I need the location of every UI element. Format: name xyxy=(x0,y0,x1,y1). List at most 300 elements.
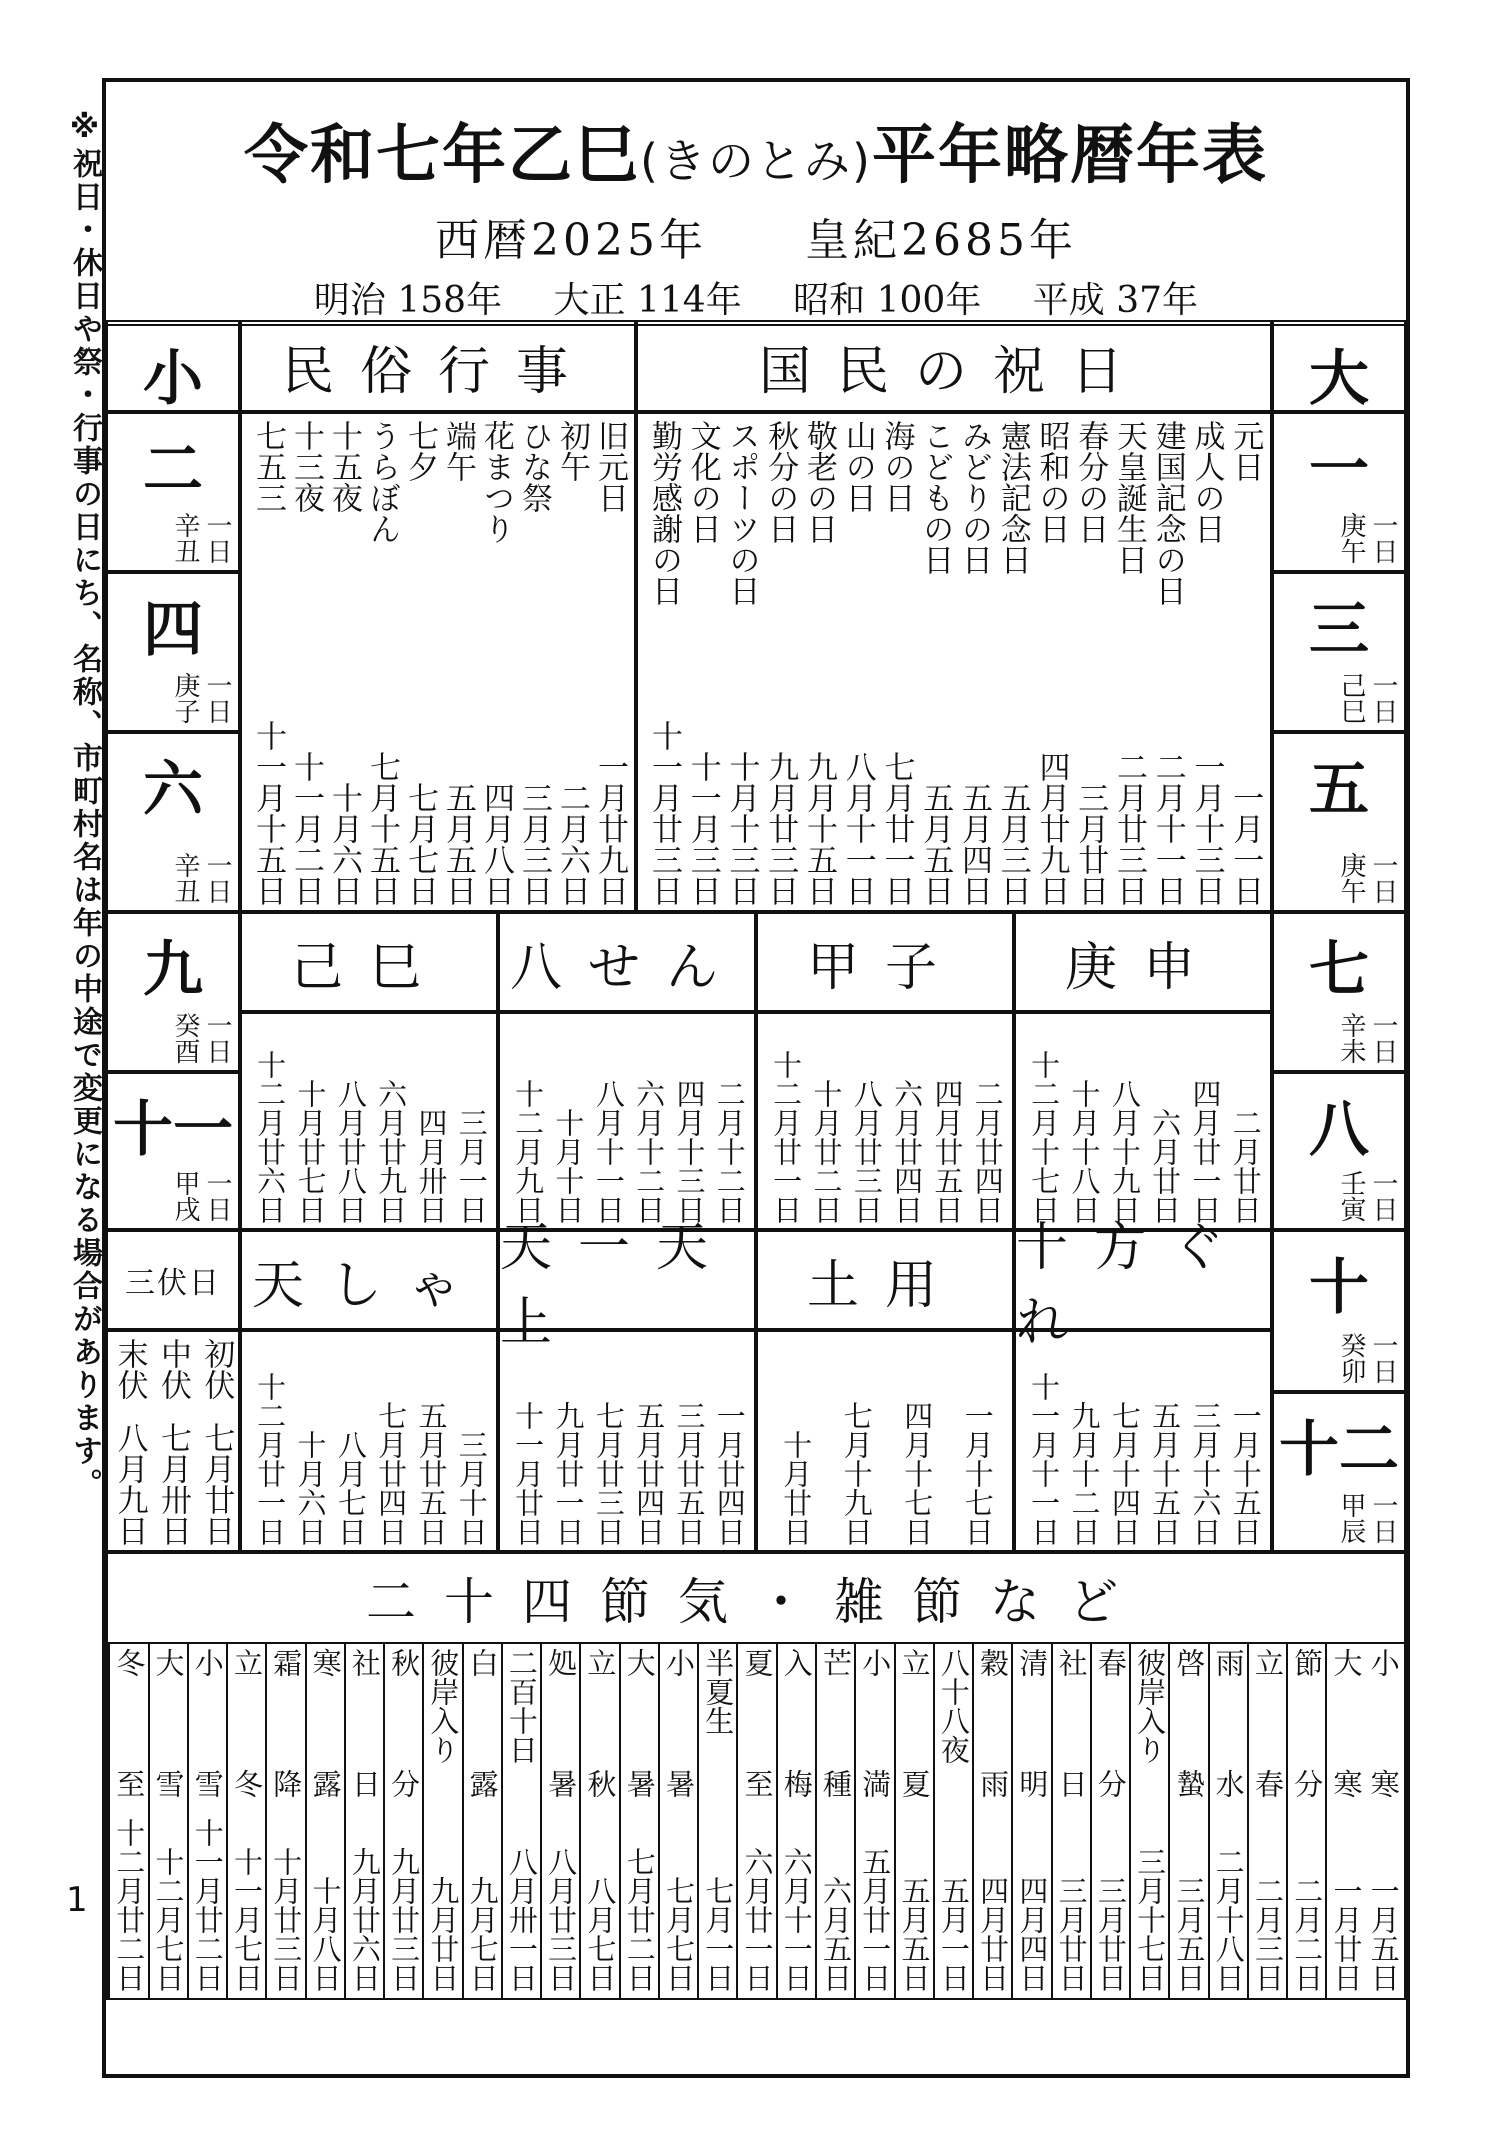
sekki-item-29 xyxy=(226,1642,265,1998)
month-left-4-info-0: 一日 xyxy=(202,1012,232,1064)
block2-1-item-5 xyxy=(507,1014,545,1228)
shukujitsu-date-5: 四月廿九日 xyxy=(1033,751,1070,906)
shukujitsu-name-9: 海の日 xyxy=(878,420,915,513)
block2-2-date-5: 十二月廿一日 xyxy=(769,1050,804,1224)
shukujitsu-name-10: 山の日 xyxy=(839,420,876,513)
sekki-grid xyxy=(108,1642,1404,1998)
block2-3-item-1 xyxy=(1184,1014,1222,1228)
minzoku-item-2 xyxy=(514,414,552,910)
block3-2-item-3 xyxy=(775,1332,813,1550)
block2-1-date-1: 四月十三日 xyxy=(672,1079,707,1224)
month-right-1-info-0: 一日 xyxy=(1368,512,1398,564)
sekki-item-7 xyxy=(1090,1642,1129,1998)
calendar-frame xyxy=(102,78,1410,2078)
month-right-5 xyxy=(1272,1072,1406,1230)
sanpuku-date-2: 八月九日 xyxy=(111,1422,148,1546)
block2-0-title: 己巳 xyxy=(240,912,498,1012)
block3-1-date-3: 七月廿三日 xyxy=(591,1401,626,1546)
block3-1-date-5: 十一月廿日 xyxy=(511,1401,546,1546)
month-left-2-info-1: 庚子 xyxy=(170,672,200,724)
sekki-item-22 xyxy=(501,1642,540,1998)
shukujitsu-date-10: 八月十一日 xyxy=(839,751,876,906)
sekki-date-29: 十一月七日 xyxy=(230,1847,265,1992)
sekki-item-28 xyxy=(265,1642,304,1998)
month-left-3-info-0: 一日 xyxy=(202,852,232,904)
month-right-5-info-1: 壬寅 xyxy=(1336,1170,1366,1222)
month-left-4-label: 九 xyxy=(143,935,203,1005)
sekki-item-1 xyxy=(1325,1642,1364,1998)
sekki-item-25 xyxy=(383,1642,422,1998)
era-taisho: 大正 114年 xyxy=(553,280,742,321)
month-right-4-info xyxy=(1336,1012,1398,1064)
sekki-item-26 xyxy=(344,1642,383,1998)
year-line xyxy=(106,204,1406,268)
sekki-date-20: 八月七日 xyxy=(583,1876,618,1992)
shukujitsu-date-14: 十一月三日 xyxy=(684,751,721,906)
sanpuku-name-1: 中伏 xyxy=(154,1338,191,1400)
minzoku-grid xyxy=(240,412,636,912)
month-left-3-info xyxy=(170,852,232,904)
sekki-date-17: 七月一日 xyxy=(701,1876,736,1992)
month-right-5-info-0: 一日 xyxy=(1368,1170,1398,1222)
era-line xyxy=(106,272,1406,323)
month-right-1-label: 一 xyxy=(1309,435,1369,505)
month-left-2 xyxy=(106,572,240,732)
month-left-3-label: 六 xyxy=(143,755,203,825)
block3-3-grid xyxy=(1014,1330,1272,1552)
block3-2-grid xyxy=(756,1330,1014,1552)
minzoku-date-3: 四月八日 xyxy=(478,782,514,906)
block3-1-date-2: 五月廿四日 xyxy=(632,1401,667,1546)
shukujitsu-date-2: 二月十一日 xyxy=(1149,751,1186,906)
block2-2-grid xyxy=(756,1012,1014,1230)
block3-1-item-0 xyxy=(709,1332,747,1550)
block3-1-item-5 xyxy=(507,1332,545,1550)
month-right-2-info-0: 一日 xyxy=(1368,672,1398,724)
block2-0-item-2 xyxy=(370,1014,408,1228)
block3-2-item-1 xyxy=(896,1332,934,1550)
shukujitsu-name-1: 成人の日 xyxy=(1188,420,1225,544)
block3-0-grid xyxy=(240,1330,498,1552)
shukujitsu-item-5 xyxy=(1032,414,1071,910)
block3-3-item-3 xyxy=(1104,1332,1142,1550)
minzoku-name-1: 初午 xyxy=(554,420,590,482)
sekki-date-3: 二月三日 xyxy=(1250,1876,1285,1992)
sekki-name-27: 寒露 xyxy=(308,1648,343,1798)
month-left-5-info-0: 一日 xyxy=(202,1170,232,1222)
block2-0-grid xyxy=(240,1012,498,1230)
shukujitsu-name-4: 春分の日 xyxy=(1072,420,1109,544)
shukujitsu-date-4: 三月廿日 xyxy=(1072,782,1109,906)
sekki-name-0: 小寒 xyxy=(1366,1648,1401,1798)
sekki-date-12: 五月五日 xyxy=(897,1876,932,1992)
block2-0-item-0 xyxy=(451,1014,489,1228)
block2-2-date-0: 二月廿四日 xyxy=(970,1079,1005,1224)
sekki-date-19: 七月廿二日 xyxy=(622,1847,657,1992)
block3-2-date-2: 七月十九日 xyxy=(839,1401,874,1546)
minzoku-name-7: 十五夜 xyxy=(326,420,362,513)
month-right-4-info-0: 一日 xyxy=(1368,1012,1398,1064)
sekki-item-0 xyxy=(1365,1642,1404,1998)
block2-0-item-1 xyxy=(410,1014,448,1228)
sekki-name-12: 立夏 xyxy=(897,1648,932,1798)
sekki-name-31: 大雪 xyxy=(151,1648,186,1798)
sekki-name-22: 二百十日 xyxy=(504,1648,539,1764)
month-right-5-info xyxy=(1336,1170,1398,1222)
shukujitsu-item-6 xyxy=(993,414,1032,910)
month-right-7-info-1: 甲辰 xyxy=(1336,1492,1366,1544)
block2-3-date-2: 六月廿日 xyxy=(1148,1108,1183,1224)
block3-1-date-4: 九月廿一日 xyxy=(551,1401,586,1546)
shukujitsu-name-2: 建国記念の日 xyxy=(1149,420,1186,606)
block2-1-date-0: 二月十二日 xyxy=(712,1079,747,1224)
title-main: 令和七年乙巳 xyxy=(244,119,641,193)
sekki-name-6: 彼岸入り xyxy=(1133,1648,1168,1764)
block3-1-item-3 xyxy=(588,1332,626,1550)
month-left-4-info xyxy=(170,1012,232,1064)
block2-0-item-5 xyxy=(249,1014,287,1228)
sekki-item-24 xyxy=(422,1642,461,1998)
sanpuku-item-2 xyxy=(110,1332,150,1550)
block2-1-date-2: 六月十二日 xyxy=(632,1079,667,1224)
month-right-6-info xyxy=(1336,1332,1398,1384)
block3-0-item-4 xyxy=(289,1332,327,1550)
block2-1-item-1 xyxy=(668,1014,706,1228)
month-right-1-info xyxy=(1336,512,1398,564)
minzoku-name-3: 花まつり xyxy=(478,420,514,544)
era-meiji: 明治 158年 xyxy=(313,280,503,321)
block2-0-date-4: 十月廿七日 xyxy=(293,1079,328,1224)
block2-2-item-0 xyxy=(967,1014,1005,1228)
month-right-3-label: 五 xyxy=(1309,755,1369,825)
block3-3-date-5: 十一月十一日 xyxy=(1027,1372,1062,1546)
block3-1-date-1: 三月廿五日 xyxy=(672,1401,707,1546)
minzoku-date-1: 二月六日 xyxy=(554,782,590,906)
sekki-name-14: 芒種 xyxy=(819,1648,854,1798)
sekki-date-23: 九月七日 xyxy=(465,1876,500,1992)
block3-3-date-1: 三月十六日 xyxy=(1188,1401,1223,1546)
sekki-name-30: 小雪 xyxy=(190,1648,225,1798)
sekki-name-24: 彼岸入り xyxy=(426,1648,461,1764)
sekki-date-30: 十一月廿二日 xyxy=(190,1818,225,1992)
sekki-name-15: 入梅 xyxy=(779,1648,814,1798)
shukujitsu-item-9 xyxy=(877,414,916,910)
block2-2-date-3: 八月廿三日 xyxy=(849,1079,884,1224)
block3-3-title: 十方ぐれ xyxy=(1014,1230,1272,1330)
sekki-item-2 xyxy=(1286,1642,1325,1998)
block2-2-item-3 xyxy=(846,1014,884,1228)
month-right-7 xyxy=(1272,1392,1406,1552)
block3-0-item-0 xyxy=(451,1332,489,1550)
block3-0-item-3 xyxy=(330,1332,368,1550)
minzoku-item-7 xyxy=(324,414,362,910)
minzoku-date-9: 十一月十五日 xyxy=(250,720,286,906)
block3-2-date-0: 一月十七日 xyxy=(960,1401,995,1546)
shukujitsu-title: 国民の祝日 xyxy=(636,320,1272,412)
sekki-name-5: 啓蟄 xyxy=(1172,1648,1207,1798)
block3-3-item-4 xyxy=(1063,1332,1101,1550)
block2-1-item-0 xyxy=(709,1014,747,1228)
sanpuku-title: 三伏日 xyxy=(106,1230,240,1330)
block3-0-item-1 xyxy=(410,1332,448,1550)
sekki-date-11: 五月一日 xyxy=(936,1876,971,1992)
month-left-1 xyxy=(106,412,240,572)
shukujitsu-name-15: 勤労感謝の日 xyxy=(646,420,682,606)
sekki-item-20 xyxy=(579,1642,618,1998)
block3-0-date-0: 三月十日 xyxy=(454,1430,489,1546)
sekki-date-6: 三月十七日 xyxy=(1133,1847,1168,1992)
sekki-item-32 xyxy=(108,1642,147,1998)
kouki: 皇紀2685年 xyxy=(805,215,1077,266)
side-note: ※祝日・休日や祭・行事の日にち、名称、市町村名は年の中途で変更になる場合があります。 xyxy=(67,110,102,1501)
block3-3-item-2 xyxy=(1144,1332,1182,1550)
sekki-date-18: 七月七日 xyxy=(661,1876,696,1992)
month-right-4-info-1: 辛未 xyxy=(1336,1012,1366,1064)
shukujitsu-item-8 xyxy=(915,414,954,910)
month-right-0-label: 大 xyxy=(1309,344,1369,414)
month-left-4 xyxy=(106,912,240,1072)
month-left-5-label: 十一 xyxy=(113,1095,233,1165)
block3-2-date-3: 十月廿日 xyxy=(779,1430,814,1546)
month-right-2-label: 三 xyxy=(1309,595,1369,665)
sekki-title: 二十四節気・雑節など xyxy=(108,1554,1404,1644)
shukujitsu-date-0: 一月一日 xyxy=(1227,782,1264,906)
sekki-date-15: 六月十一日 xyxy=(779,1847,814,1992)
minzoku-name-6: うらぼん xyxy=(364,420,400,544)
sekki-item-6 xyxy=(1129,1642,1168,1998)
month-right-6 xyxy=(1272,1230,1406,1392)
sekki-item-23 xyxy=(462,1642,501,1998)
block2-0-item-4 xyxy=(289,1014,327,1228)
sekki-item-15 xyxy=(776,1642,815,1998)
sekki-item-8 xyxy=(1051,1642,1090,1998)
shukujitsu-name-0: 元日 xyxy=(1227,420,1264,482)
block3-0-item-5 xyxy=(249,1332,287,1550)
sekki-date-27: 十月八日 xyxy=(308,1876,343,1992)
minzoku-date-6: 七月十五日 xyxy=(364,751,400,906)
month-left-4-info-1: 癸酉 xyxy=(170,1012,200,1064)
block3-2-item-2 xyxy=(836,1332,874,1550)
month-left-0-label: 小 xyxy=(143,344,203,414)
block2-2-date-4: 十月廿二日 xyxy=(809,1079,844,1224)
shukujitsu-date-8: 五月五日 xyxy=(917,782,954,906)
sekki-date-7: 三月廿日 xyxy=(1093,1876,1128,1992)
block2-3-item-4 xyxy=(1063,1014,1101,1228)
month-left-2-info xyxy=(170,672,232,724)
sekki-date-8: 三月廿日 xyxy=(1054,1876,1089,1992)
minzoku-date-4: 五月五日 xyxy=(440,782,476,906)
sekki-name-2: 節分 xyxy=(1290,1648,1325,1798)
minzoku-item-4 xyxy=(438,414,476,910)
sekki-name-29: 立冬 xyxy=(230,1648,265,1798)
shukujitsu-name-7: みどりの日 xyxy=(956,420,992,575)
sekki-date-14: 六月五日 xyxy=(819,1876,854,1992)
month-left-0 xyxy=(106,320,240,412)
minzoku-date-8: 十一月二日 xyxy=(288,751,324,906)
shukujitsu-name-6: 憲法記念日 xyxy=(994,420,1031,575)
shukujitsu-name-12: 秋分の日 xyxy=(762,420,799,544)
shukujitsu-name-14: 文化の日 xyxy=(684,420,721,544)
sekki-item-14 xyxy=(815,1642,854,1998)
block2-1-title: 八せん xyxy=(498,912,756,1012)
block3-3-date-4: 九月十二日 xyxy=(1067,1401,1102,1546)
shukujitsu-item-10 xyxy=(838,414,877,910)
sekki-date-13: 五月廿一日 xyxy=(858,1847,893,1992)
block2-3-date-3: 八月十九日 xyxy=(1107,1079,1142,1224)
block2-2-item-5 xyxy=(765,1014,803,1228)
shukujitsu-item-4 xyxy=(1070,414,1109,910)
block2-3-item-2 xyxy=(1144,1014,1182,1228)
block3-3-date-0: 一月十五日 xyxy=(1228,1401,1263,1546)
block2-3-date-4: 十月十八日 xyxy=(1067,1079,1102,1224)
minzoku-date-5: 七月七日 xyxy=(402,782,438,906)
month-right-1 xyxy=(1272,412,1406,572)
shukujitsu-item-1 xyxy=(1187,414,1226,910)
sekki-item-19 xyxy=(619,1642,658,1998)
block2-0-date-3: 八月廿八日 xyxy=(333,1079,368,1224)
minzoku-name-2: ひな祭 xyxy=(516,420,552,513)
block2-3-date-1: 四月廿一日 xyxy=(1188,1079,1223,1224)
sekki-date-26: 九月廿六日 xyxy=(347,1847,382,1992)
seireki: 西暦2025年 xyxy=(435,215,707,266)
shukujitsu-item-2 xyxy=(1148,414,1187,910)
sekki-name-1: 大寒 xyxy=(1329,1648,1364,1798)
shukujitsu-date-13: 十月十三日 xyxy=(723,751,760,906)
minzoku-name-0: 旧元日 xyxy=(592,420,628,513)
sekki-name-19: 大暑 xyxy=(622,1648,657,1798)
block2-2-item-2 xyxy=(886,1014,924,1228)
block3-3-item-5 xyxy=(1023,1332,1061,1550)
month-right-4-label: 七 xyxy=(1309,935,1369,1005)
month-left-5-info xyxy=(170,1170,232,1222)
month-right-0 xyxy=(1272,320,1406,412)
block3-0-date-2: 七月廿四日 xyxy=(374,1401,409,1546)
block2-1-date-4: 十月十日 xyxy=(551,1108,586,1224)
sekki-item-17 xyxy=(697,1642,736,1998)
minzoku-item-3 xyxy=(476,414,514,910)
month-right-4 xyxy=(1272,912,1406,1072)
sekki-item-9 xyxy=(1011,1642,1050,1998)
sanpuku-grid xyxy=(106,1330,240,1552)
block3-2-item-0 xyxy=(957,1332,995,1550)
block2-3-item-5 xyxy=(1023,1014,1061,1228)
sekki-date-2: 二月二日 xyxy=(1290,1876,1325,1992)
sekki-date-16: 六月廿一日 xyxy=(740,1847,775,1992)
minzoku-date-2: 三月三日 xyxy=(516,782,552,906)
month-left-5-info-1: 甲戌 xyxy=(170,1170,200,1222)
sekki-item-10 xyxy=(972,1642,1011,1998)
sekki-name-25: 秋分 xyxy=(387,1648,422,1798)
sekki-date-25: 九月廿三日 xyxy=(387,1847,422,1992)
era-showa: 昭和 100年 xyxy=(793,280,982,321)
minzoku-item-9 xyxy=(248,414,286,910)
minzoku-title: 民俗行事 xyxy=(240,320,636,412)
page-title xyxy=(106,104,1406,196)
shukujitsu-date-3: 二月廿三日 xyxy=(1111,751,1147,906)
month-left-5 xyxy=(106,1072,240,1230)
month-left-1-label: 二 xyxy=(143,435,203,505)
month-right-7-info xyxy=(1336,1492,1398,1544)
block2-2-item-1 xyxy=(926,1014,964,1228)
sekki-date-22: 八月卅一日 xyxy=(504,1847,539,1992)
block3-1-title: 天一天上 xyxy=(498,1230,756,1330)
sekki-name-9: 清明 xyxy=(1015,1648,1050,1798)
block2-3-item-0 xyxy=(1225,1014,1263,1228)
sekki-name-11: 八十八夜 xyxy=(936,1648,971,1764)
block2-1-grid xyxy=(498,1012,756,1230)
shukujitsu-date-15: 十一月廿三日 xyxy=(646,720,682,906)
sekki-item-21 xyxy=(540,1642,579,1998)
sekki-name-3: 立春 xyxy=(1250,1648,1285,1798)
block3-3-date-2: 五月十五日 xyxy=(1148,1401,1183,1546)
block2-0-date-1: 四月卅日 xyxy=(414,1108,449,1224)
block3-1-date-0: 一月廿四日 xyxy=(712,1401,747,1546)
shukujitsu-date-12: 九月廿三日 xyxy=(762,751,799,906)
shukujitsu-item-15 xyxy=(644,414,683,910)
month-left-3-info-1: 辛丑 xyxy=(170,852,200,904)
month-right-6-label: 十 xyxy=(1309,1253,1369,1323)
block3-0-item-2 xyxy=(370,1332,408,1550)
sekki-date-31: 十二月七日 xyxy=(151,1847,186,1992)
block2-3-date-0: 二月廿日 xyxy=(1228,1108,1263,1224)
title-kana: (きのとみ) xyxy=(640,134,872,188)
sekki-item-30 xyxy=(187,1642,226,1998)
sekki-date-24: 九月廿日 xyxy=(426,1876,461,1992)
sekki-date-10: 四月廿日 xyxy=(976,1876,1011,1992)
month-right-5-label: 八 xyxy=(1309,1095,1369,1165)
minzoku-name-8: 十三夜 xyxy=(288,420,324,513)
sekki-item-5 xyxy=(1168,1642,1207,1998)
shukujitsu-item-14 xyxy=(683,414,722,910)
block2-0-date-2: 六月廿九日 xyxy=(374,1079,409,1224)
shukujitsu-date-6: 五月三日 xyxy=(994,782,1031,906)
sekki-name-18: 小暑 xyxy=(661,1648,696,1798)
block2-3-date-5: 十二月十七日 xyxy=(1027,1050,1062,1224)
block3-1-item-4 xyxy=(547,1332,585,1550)
shukujitsu-item-11 xyxy=(799,414,838,910)
month-right-3-info xyxy=(1336,852,1398,904)
sekki-name-16: 夏至 xyxy=(740,1648,775,1798)
shukujitsu-item-13 xyxy=(722,414,761,910)
sekki-date-28: 十月廿三日 xyxy=(269,1847,304,1992)
sekki-date-9: 四月四日 xyxy=(1015,1876,1050,1992)
block2-2-date-2: 六月廿四日 xyxy=(890,1079,925,1224)
block3-1-item-1 xyxy=(668,1332,706,1550)
sanpuku-item-0 xyxy=(196,1332,236,1550)
shukujitsu-date-9: 七月廿一日 xyxy=(878,751,915,906)
minzoku-name-5: 七夕 xyxy=(402,420,438,482)
minzoku-name-9: 七五三 xyxy=(250,420,286,513)
block2-0-date-0: 三月一日 xyxy=(454,1108,489,1224)
sekki-name-23: 白露 xyxy=(465,1648,500,1798)
sekki-name-32: 冬至 xyxy=(112,1648,147,1798)
sekki-item-16 xyxy=(736,1642,775,1998)
block2-1-item-3 xyxy=(588,1014,626,1228)
month-right-2-info xyxy=(1336,672,1398,724)
sanpuku-name-2: 末伏 xyxy=(111,1338,148,1400)
sekki-date-21: 八月廿三日 xyxy=(544,1847,579,1992)
block2-1-date-3: 八月十一日 xyxy=(591,1079,626,1224)
block3-0-title: 天しゃ xyxy=(240,1230,498,1330)
sanpuku-item-1 xyxy=(153,1332,193,1550)
sekki-name-17: 半夏生 xyxy=(701,1648,736,1735)
era-heisei: 平成 37年 xyxy=(1032,280,1199,321)
shukujitsu-name-8: こどもの日 xyxy=(917,420,954,575)
block2-3-grid xyxy=(1014,1012,1272,1230)
sekki-name-28: 霜降 xyxy=(269,1648,304,1798)
month-right-2-info-1: 己巳 xyxy=(1336,672,1366,724)
sekki-block xyxy=(106,1552,1406,2000)
